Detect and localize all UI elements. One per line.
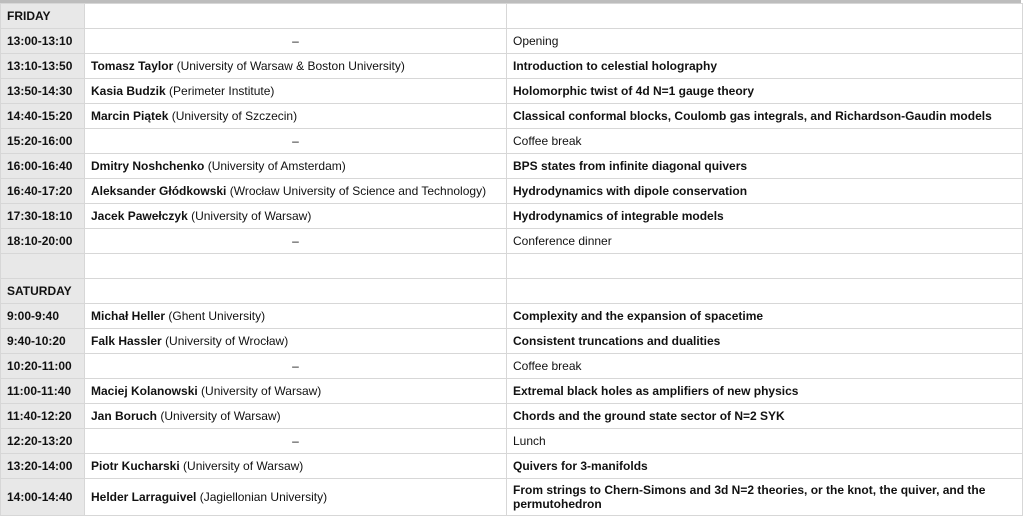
talk-title: Quivers for 3-manifolds xyxy=(507,454,1023,479)
speaker-cell xyxy=(85,479,507,516)
speaker-cell xyxy=(85,254,507,279)
talk-title: Complexity and the expansion of spacetime xyxy=(507,304,1023,329)
event-title: Conference dinner xyxy=(507,229,1023,254)
session-row xyxy=(1,104,1023,129)
dash-placeholder: – xyxy=(292,234,299,248)
session-row xyxy=(1,54,1023,79)
session-row xyxy=(1,354,1023,379)
speaker-affiliation: (Perimeter Institute) xyxy=(169,84,275,98)
speaker-name: Tomasz Taylor xyxy=(91,59,174,73)
session-row xyxy=(1,404,1023,429)
dash-placeholder: – xyxy=(292,34,299,48)
talk-title: Hydrodynamics with dipole conservation xyxy=(507,179,1023,204)
session-row xyxy=(1,479,1023,516)
session-time: 12:20-13:20 xyxy=(1,429,85,454)
session-time: 9:00-9:40 xyxy=(1,304,85,329)
speaker-name: Dmitry Noshchenko xyxy=(91,159,205,173)
speaker-cell xyxy=(85,4,507,29)
talk-cell xyxy=(507,279,1023,304)
speaker-cell xyxy=(85,279,507,304)
speaker-name: Kasia Budzik xyxy=(91,84,166,98)
event-title: Coffee break xyxy=(507,129,1023,154)
session-time: 18:10-20:00 xyxy=(1,229,85,254)
speaker-cell xyxy=(85,104,507,129)
session-time: 9:40-10:20 xyxy=(1,329,85,354)
session-row xyxy=(1,179,1023,204)
event-title: Lunch xyxy=(507,429,1023,454)
session-time: 13:10-13:50 xyxy=(1,54,85,79)
speaker-affiliation: (University of Warsaw) xyxy=(201,384,322,398)
speaker-cell xyxy=(85,454,507,479)
speaker-cell xyxy=(85,179,507,204)
schedule-body xyxy=(1,4,1023,516)
speaker-name: Jacek Pawełczyk xyxy=(91,209,188,223)
spacer-row xyxy=(1,254,1023,279)
session-time: 15:20-16:00 xyxy=(1,129,85,154)
dash-placeholder: – xyxy=(292,359,299,373)
talk-title: Chords and the ground state sector of N=2 SYK xyxy=(507,404,1023,429)
session-row xyxy=(1,204,1023,229)
day-label: FRIDAY xyxy=(1,4,85,29)
speaker-cell xyxy=(85,404,507,429)
session-time: 13:20-14:00 xyxy=(1,454,85,479)
session-row xyxy=(1,154,1023,179)
talk-title: Consistent truncations and dualities xyxy=(507,329,1023,354)
session-time: 11:40-12:20 xyxy=(1,404,85,429)
talk-title: Extremal black holes as amplifiers of new physics xyxy=(507,379,1023,404)
session-row xyxy=(1,229,1023,254)
speaker-name: Marcin Piątek xyxy=(91,109,169,123)
speaker-cell xyxy=(85,304,507,329)
session-time: 14:00-14:40 xyxy=(1,479,85,516)
speaker-cell xyxy=(85,54,507,79)
speaker-affiliation: (University of Szczecin) xyxy=(171,109,298,123)
speaker-cell xyxy=(85,29,507,54)
session-row xyxy=(1,454,1023,479)
day-header-row xyxy=(1,279,1023,304)
talk-title: From strings to Chern-Simons and 3d N=2 theories, or the knot, the quiver, and the permutohedron xyxy=(507,479,1023,516)
session-row xyxy=(1,79,1023,104)
speaker-affiliation: (Jagiellonian University) xyxy=(199,490,328,504)
speaker-cell xyxy=(85,379,507,404)
day-header-row xyxy=(1,4,1023,29)
speaker-affiliation: (University of Warsaw) xyxy=(160,409,281,423)
speaker-affiliation: (Ghent University) xyxy=(168,309,266,323)
speaker-cell xyxy=(85,154,507,179)
talk-title: Classical conformal blocks, Coulomb gas integrals, and Richardson-Gaudin models xyxy=(507,104,1023,129)
speaker-name: Falk Hassler xyxy=(91,334,162,348)
session-time: 17:30-18:10 xyxy=(1,204,85,229)
session-time: 11:00-11:40 xyxy=(1,379,85,404)
session-row xyxy=(1,329,1023,354)
schedule-table xyxy=(0,3,1023,516)
speaker-affiliation: (Wrocław University of Science and Technology) xyxy=(229,184,487,198)
session-time: 13:00-13:10 xyxy=(1,29,85,54)
speaker-cell xyxy=(85,79,507,104)
speaker-affiliation: (University of Amsterdam) xyxy=(207,159,346,173)
talk-title: Hydrodynamics of integrable models xyxy=(507,204,1023,229)
session-time: 10:20-11:00 xyxy=(1,354,85,379)
speaker-name: Aleksander Głódkowski xyxy=(91,184,227,198)
day-label: SATURDAY xyxy=(1,279,85,304)
session-row xyxy=(1,129,1023,154)
speaker-cell xyxy=(85,229,507,254)
event-title: Opening xyxy=(507,29,1023,54)
talk-title: Introduction to celestial holography xyxy=(507,54,1023,79)
speaker-cell xyxy=(85,204,507,229)
speaker-name: Maciej Kolanowski xyxy=(91,384,198,398)
session-row xyxy=(1,29,1023,54)
talk-cell xyxy=(507,254,1023,279)
session-time: 13:50-14:30 xyxy=(1,79,85,104)
speaker-affiliation: (University of Wrocław) xyxy=(165,334,289,348)
event-title: Coffee break xyxy=(507,354,1023,379)
dash-placeholder: – xyxy=(292,434,299,448)
speaker-name: Piotr Kucharski xyxy=(91,459,180,473)
session-time: 16:40-17:20 xyxy=(1,179,85,204)
talk-cell xyxy=(507,4,1023,29)
speaker-affiliation: (University of Warsaw & Boston University) xyxy=(176,59,405,73)
time-cell xyxy=(1,254,85,279)
speaker-name: Jan Boruch xyxy=(91,409,158,423)
speaker-name: Michał Heller xyxy=(91,309,166,323)
speaker-name: Helder Larraguivel xyxy=(91,490,197,504)
session-row xyxy=(1,429,1023,454)
speaker-affiliation: (University of Warsaw) xyxy=(183,459,304,473)
session-time: 16:00-16:40 xyxy=(1,154,85,179)
speaker-cell xyxy=(85,129,507,154)
session-row xyxy=(1,379,1023,404)
dash-placeholder: – xyxy=(292,134,299,148)
session-row xyxy=(1,304,1023,329)
speaker-cell xyxy=(85,354,507,379)
talk-title: BPS states from infinite diagonal quivers xyxy=(507,154,1023,179)
speaker-cell xyxy=(85,429,507,454)
speaker-affiliation: (University of Warsaw) xyxy=(191,209,312,223)
session-time: 14:40-15:20 xyxy=(1,104,85,129)
speaker-cell xyxy=(85,329,507,354)
talk-title: Holomorphic twist of 4d N=1 gauge theory xyxy=(507,79,1023,104)
